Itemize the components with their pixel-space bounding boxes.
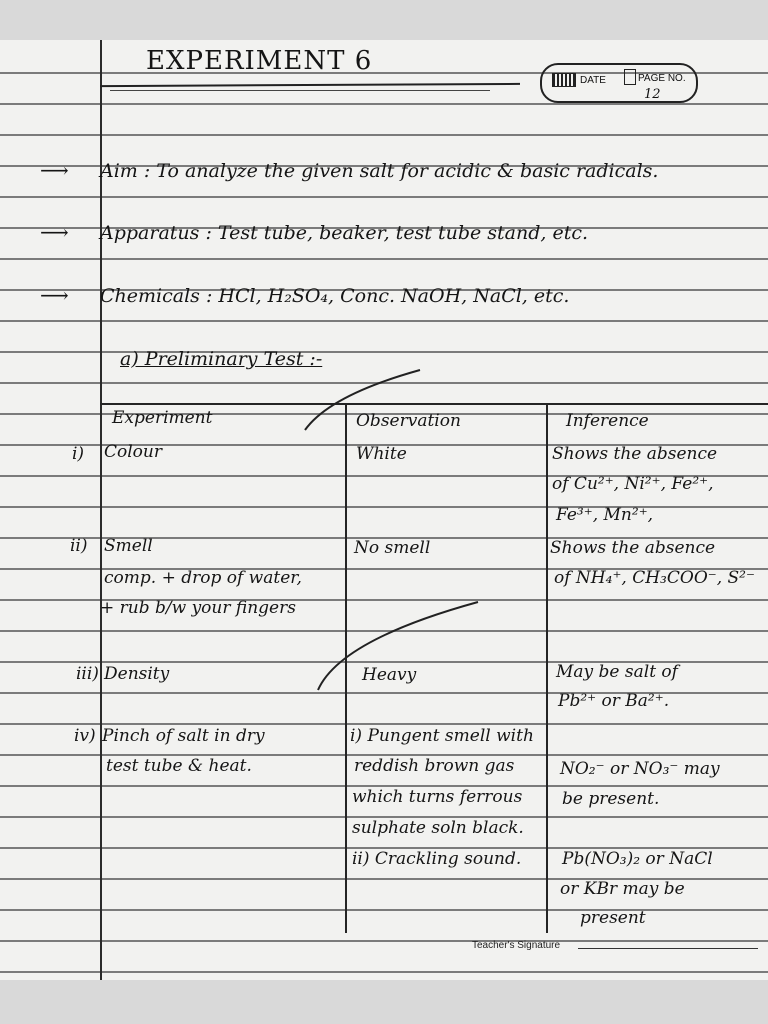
cell-observation: sulphate soln black. bbox=[352, 818, 524, 838]
cell-inference: of NH₄⁺, CH₃COO⁻, S²⁻ bbox=[554, 568, 755, 588]
arrow-icon: ⟶ bbox=[40, 220, 69, 244]
teacher-signature-label: Teacher's Signature bbox=[472, 940, 561, 951]
row-number: iii) bbox=[76, 664, 99, 684]
cell-inference: or KBr may be bbox=[560, 879, 685, 899]
cell-experiment: Colour bbox=[104, 442, 162, 462]
cell-inference: Pb²⁺ or Ba²⁺. bbox=[558, 691, 670, 711]
cell-inference: May be salt of bbox=[556, 662, 678, 682]
aim-line: Aim : To analyze the given salt for acidic & basic radicals. bbox=[100, 160, 659, 182]
section-heading: a) Preliminary Test :- bbox=[120, 348, 323, 370]
header-observation: Observation bbox=[356, 411, 461, 431]
row-number: iv) bbox=[74, 726, 96, 746]
signature-line bbox=[578, 948, 758, 949]
cell-observation: which turns ferrous bbox=[352, 787, 523, 807]
arrow-icon: ⟶ bbox=[40, 158, 69, 182]
cell-experiment: test tube & heat. bbox=[106, 756, 252, 776]
cell-observation: reddish brown gas bbox=[354, 756, 515, 776]
cell-observation: ii) Crackling sound. bbox=[352, 849, 522, 869]
cell-experiment: Smell bbox=[104, 536, 153, 556]
cell-inference: of Cu²⁺, Ni²⁺, Fe²⁺, bbox=[552, 474, 714, 494]
row-number: ii) bbox=[70, 536, 88, 556]
cell-experiment: comp. + drop of water, bbox=[104, 568, 302, 588]
page-number-label: PAGE NO. bbox=[638, 73, 686, 84]
check-mark bbox=[305, 370, 420, 430]
cell-inference: Pb(NO₃)₂ or NaCl bbox=[562, 849, 713, 869]
header-inference: Inference bbox=[566, 411, 649, 431]
cell-inference: Shows the absence bbox=[550, 538, 716, 558]
apparatus-line: Apparatus : Test tube, beaker, test tube stand, etc. bbox=[100, 222, 589, 244]
header-experiment: Experiment bbox=[112, 408, 213, 428]
row-number: i) bbox=[72, 444, 85, 464]
cell-experiment: Pinch of salt in dry bbox=[102, 726, 265, 746]
cell-inference: Shows the absence bbox=[552, 444, 718, 464]
page-title: EXPERIMENT 6 bbox=[146, 46, 373, 76]
arrow-icon: ⟶ bbox=[40, 283, 69, 307]
cell-observation: White bbox=[356, 444, 407, 464]
date-label: DATE bbox=[580, 75, 606, 86]
page-number: 12 bbox=[644, 87, 661, 102]
cell-inference: Fe³⁺, Mn²⁺, bbox=[556, 505, 654, 525]
chemicals-line: Chemicals : HCl, H₂SO₄, Conc. NaOH, NaCl, etc. bbox=[100, 285, 570, 307]
cell-inference: NO₂⁻ or NO₃⁻ may bbox=[560, 759, 720, 779]
cell-experiment: Density bbox=[104, 664, 170, 684]
cell-experiment: + rub b/w your fingers bbox=[100, 598, 296, 618]
cell-observation: Heavy bbox=[362, 665, 417, 685]
cell-inference: be present. bbox=[562, 789, 660, 809]
cell-inference: present bbox=[580, 908, 646, 928]
cell-observation: No smell bbox=[354, 538, 431, 558]
cell-observation: i) Pungent smell with bbox=[350, 726, 534, 746]
check-mark bbox=[318, 602, 478, 690]
